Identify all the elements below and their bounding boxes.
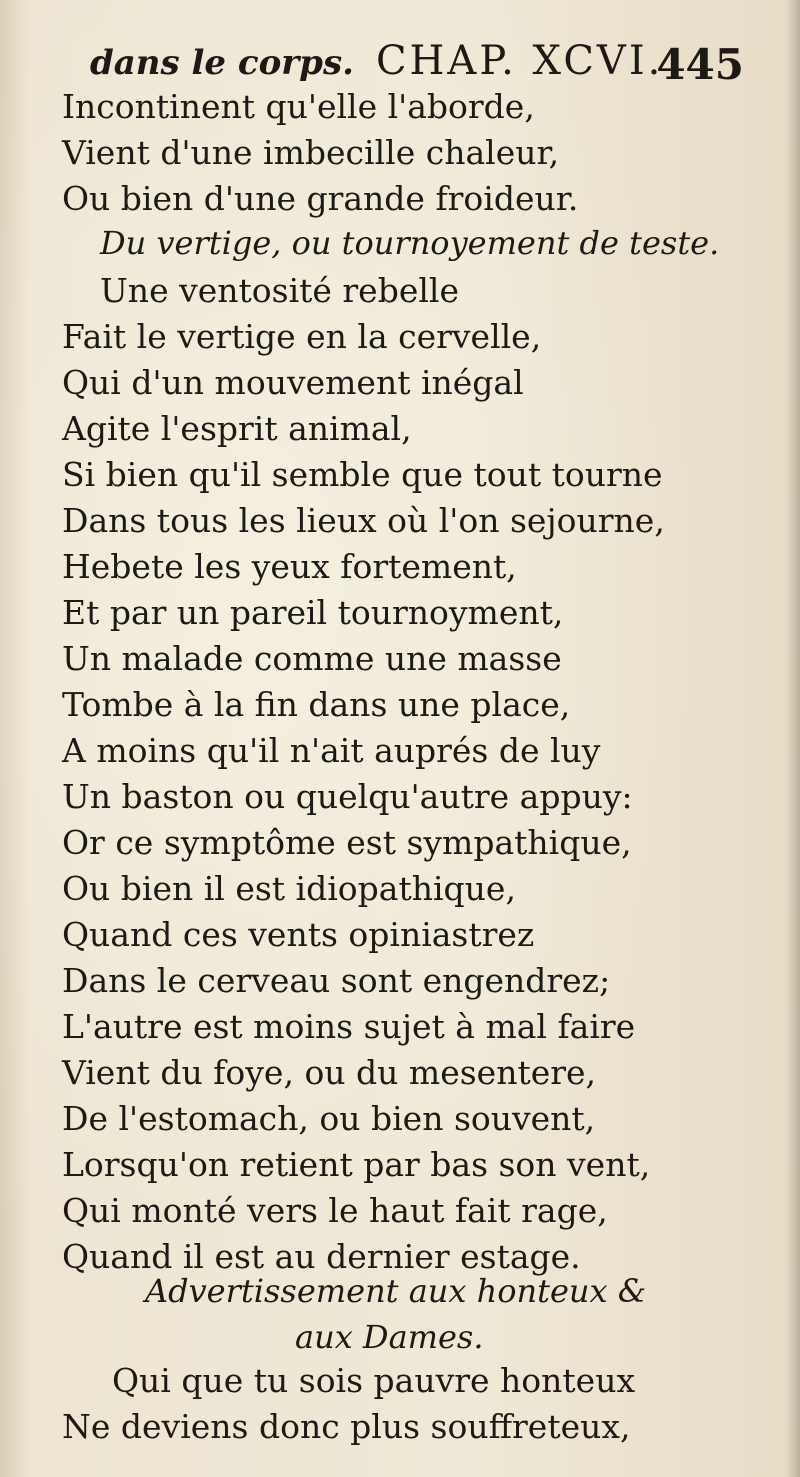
- page-edge-shadow: [786, 0, 800, 1477]
- verse-line: Dans le cerveau sont engendrez;: [62, 961, 611, 1000]
- verse-line: Quand il est au dernier estage.: [62, 1237, 581, 1276]
- verse-line: Tombe à la fin dans une place,: [62, 685, 571, 724]
- verse-line: Ne deviens donc plus souffreteux,: [62, 1407, 631, 1446]
- verse-line: A moins qu'il n'ait auprés de luy: [62, 731, 601, 770]
- verse-line: Et par un pareil tournoyment,: [62, 593, 564, 632]
- running-title: dans le corps.: [90, 43, 354, 83]
- verse-line: Qui monté vers le haut fait rage,: [62, 1191, 608, 1230]
- verse-line: Lorsqu'on retient par bas son vent,: [62, 1145, 651, 1184]
- verse-line: Hebete les yeux fortement,: [62, 547, 517, 586]
- page-number: 445: [656, 40, 744, 89]
- verse-line: Or ce symptôme est sympathique,: [62, 823, 632, 862]
- verse-line: Qui d'un mouvement inégal: [62, 363, 524, 402]
- verse-line: Si bien qu'il semble que tout tourne: [62, 455, 663, 494]
- verse-line: Une ventosité rebelle: [100, 271, 460, 310]
- verse-line: Quand ces vents opiniastrez: [62, 915, 535, 954]
- verse-line: Qui que tu sois pauvre honteux: [112, 1361, 636, 1400]
- verse-line: De l'estomach, ou bien souvent,: [62, 1099, 596, 1138]
- section-heading-advice: Advertissement aux honteux &: [145, 1272, 647, 1310]
- section-heading-vertigo: Du vertige, ou tournoyement de teste.: [100, 224, 720, 262]
- chapter-label: CHAP. XCVI.: [375, 38, 664, 84]
- verse-line: Ou bien il est idiopathique,: [62, 869, 516, 908]
- verse-line: Dans tous les lieux où l'on sejourne,: [62, 501, 665, 540]
- verse-line: Un baston ou quelqu'autre appuy:: [62, 777, 633, 816]
- verse-line: Un malade comme une masse: [62, 639, 562, 678]
- verse-line: Incontinent qu'elle l'aborde,: [62, 87, 535, 126]
- verse-line: Agite l'esprit animal,: [62, 409, 412, 448]
- section-heading-advice-continued: aux Dames.: [295, 1318, 484, 1356]
- verse-line: L'autre est moins sujet à mal faire: [62, 1007, 636, 1046]
- verse-line: Vient du foye, ou du mesentere,: [62, 1053, 597, 1092]
- verse-line: Vient d'une imbecille chaleur,: [62, 133, 560, 172]
- verse-line: Ou bien d'une grande froideur.: [62, 179, 579, 218]
- verse-line: Fait le vertige en la cervelle,: [62, 317, 542, 356]
